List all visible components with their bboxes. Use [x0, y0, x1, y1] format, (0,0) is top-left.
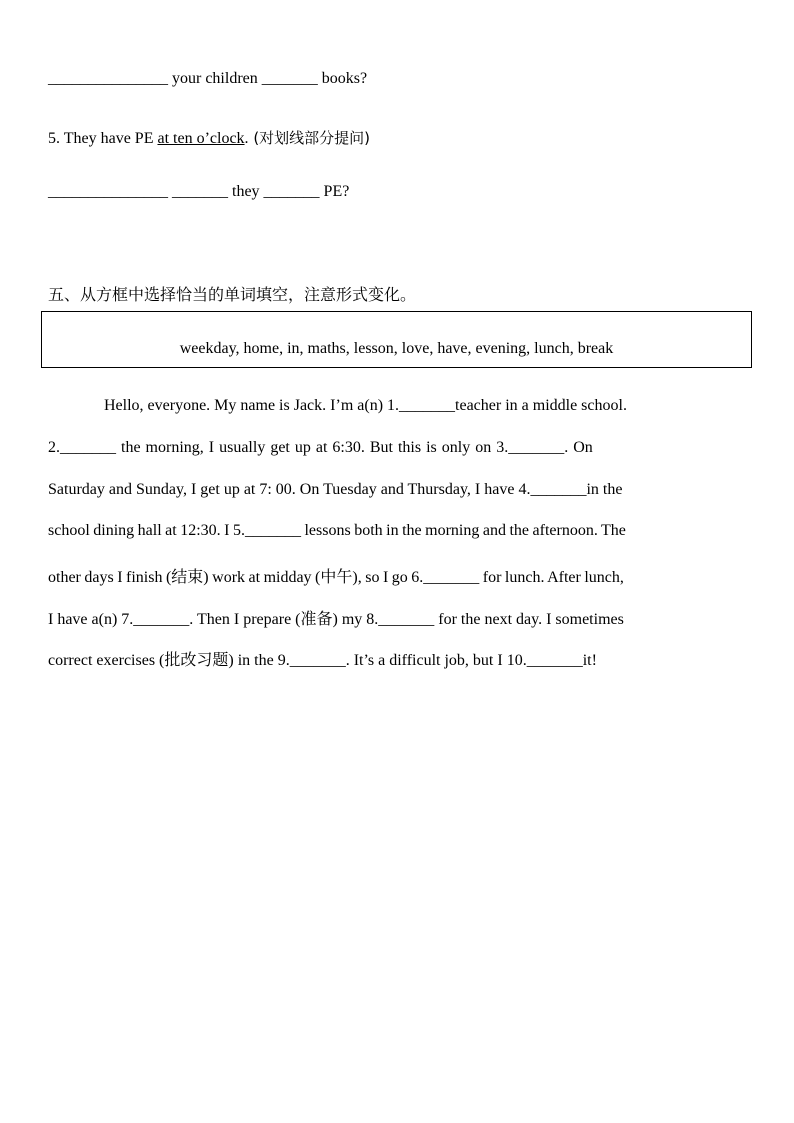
question-instruction: (对划线部分提问) [248, 129, 371, 147]
passage-line: Saturday and Sunday, I get up at 7: 00. On Tuesday and Thursday, I have 4._______in the [48, 481, 623, 498]
answer-blank[interactable]: _______________ [48, 70, 168, 87]
question-text: books? [317, 70, 368, 87]
question-5-answer-line [48, 183, 349, 201]
answer-blank[interactable]: _______________ [48, 183, 168, 200]
question-text: they [228, 183, 264, 200]
answer-blank[interactable]: _______ [172, 183, 228, 200]
word-list: weekday, home, in, maths, lesson, love, have, evening, lunch, break [179, 340, 614, 357]
passage-line: 2._______ the morning, I usually get up at 6:30. But this is only on 3._______. On [48, 439, 593, 456]
question-5 [48, 127, 370, 148]
answer-blank[interactable]: _______ [263, 183, 320, 200]
passage-line: correct exercises (批改习题) in the 9._______. It’s a difficult job, but I 10._______it! [48, 652, 597, 669]
passage-line: school dining hall at 12:30. I 5._______ lessons both in the morning and the afternoon. The [48, 522, 626, 539]
passage-line: I have a(n) 7._______. Then I prepare (准备) my 8._______ for the next day. I sometimes [48, 611, 624, 628]
question-text: your children [168, 70, 262, 87]
section-5-title: 五、从方框中选择恰当的单词填空，注意形式变化。 [48, 285, 417, 304]
question-text: PE? [319, 183, 350, 200]
word-box [41, 311, 752, 368]
answer-blank[interactable]: _______ [261, 70, 318, 87]
passage-line: other days I finish (结束) work at midday (中午), so I go 6._______ for lunch. After lunch, [48, 569, 624, 586]
passage-line: Hello, everyone. My name is Jack. I’m a(n) 1._______teacher in a middle school. [104, 397, 627, 414]
underlined-phrase: at ten o’clock [157, 130, 245, 147]
question-4-answer-line [48, 70, 367, 88]
question-text: . [244, 130, 249, 147]
question-text: 5. They have PE [48, 130, 158, 147]
